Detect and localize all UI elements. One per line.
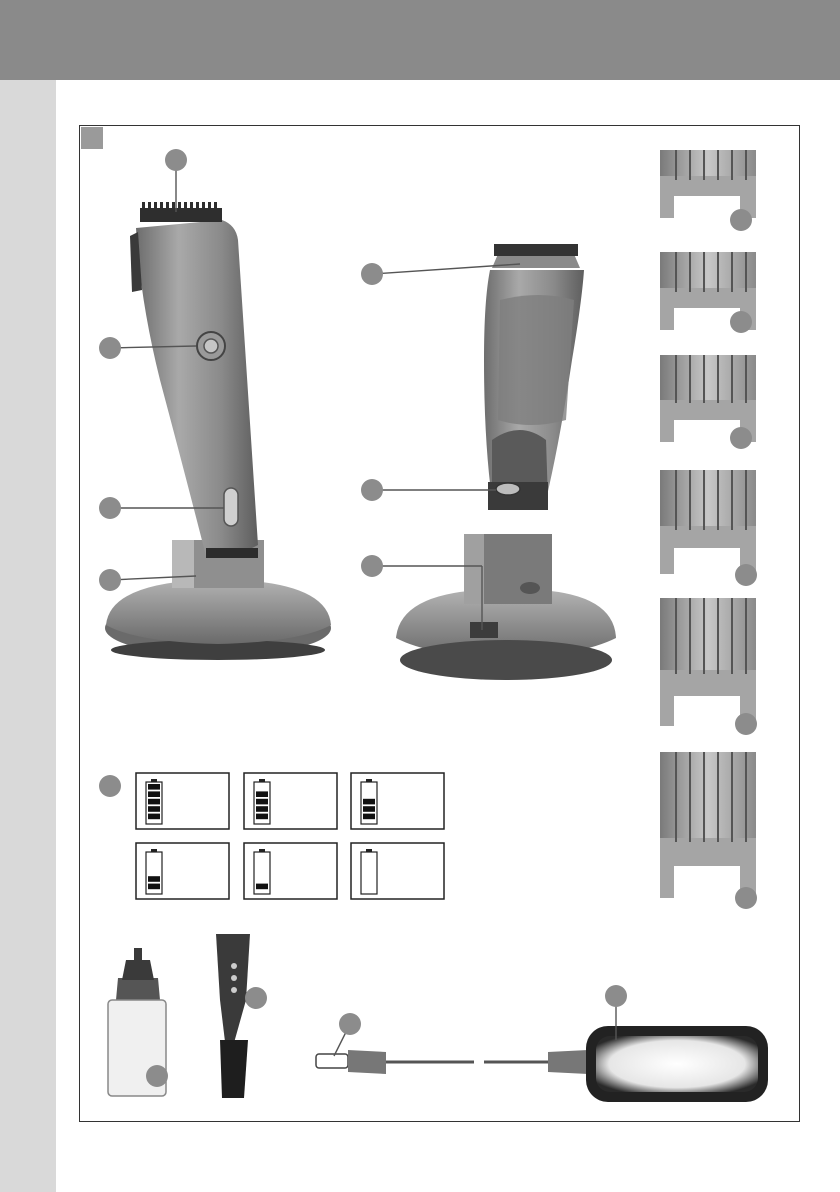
battery-segment [148, 884, 160, 890]
callout-comb-5 [735, 713, 757, 735]
comb-attachment-6 [660, 752, 756, 898]
callout-comb-6 [735, 887, 757, 909]
callout-switch [99, 337, 121, 359]
comb-attachment-4 [660, 470, 756, 574]
battery-segment [148, 791, 160, 797]
callout-brush [245, 987, 267, 1009]
callout-comb-1 [730, 209, 752, 231]
battery-segment [256, 884, 268, 890]
power-adapter [586, 1026, 768, 1102]
callout-blade-release [361, 263, 383, 285]
comb-attachments [660, 150, 756, 898]
battery-segment [256, 799, 268, 805]
callout-comb-3 [730, 427, 752, 449]
battery-segment [256, 806, 268, 812]
battery-segment [363, 814, 375, 820]
battery-segment [148, 784, 160, 790]
callout-stand [99, 569, 121, 591]
battery-segment [148, 806, 160, 812]
callout-oil [146, 1065, 168, 1087]
battery-segment [148, 814, 160, 820]
clipper-front-view [105, 202, 331, 660]
callout-stand-contact [361, 555, 383, 577]
callout-blade [165, 149, 187, 171]
battery-segment [256, 814, 268, 820]
callout-comb-4 [735, 564, 757, 586]
clipper-rear-view [396, 244, 616, 680]
battery-segment [148, 799, 160, 805]
callout-battery-panel [99, 775, 121, 797]
power-plug [316, 1050, 588, 1074]
battery-status-panel [136, 773, 444, 899]
battery-segment [148, 876, 160, 882]
callout-comb-2 [730, 311, 752, 333]
battery-segment [363, 799, 375, 805]
callout-adapter [605, 985, 627, 1007]
comb-attachment-5 [660, 598, 756, 726]
callout-indicator [99, 497, 121, 519]
callout-rear-contact [361, 479, 383, 501]
comb-attachment-1 [660, 150, 756, 218]
callout-plug [339, 1013, 361, 1035]
cleaning-brush [216, 934, 250, 1098]
battery-segment [363, 806, 375, 812]
battery-segment [256, 791, 268, 797]
